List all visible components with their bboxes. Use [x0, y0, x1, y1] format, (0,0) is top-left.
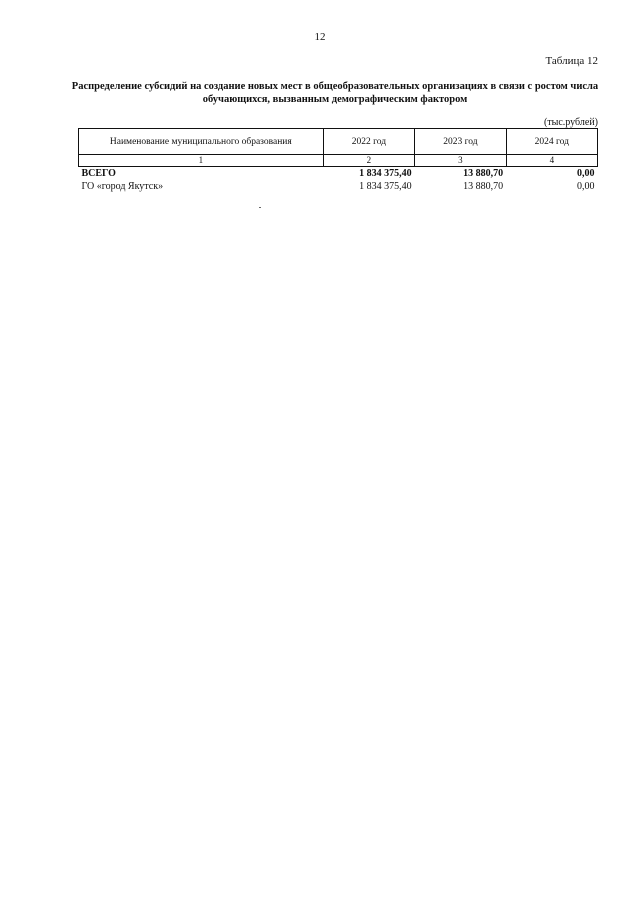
header-municipality: Наименование муниципального образования	[79, 129, 324, 155]
value-2024: 0,00	[577, 168, 595, 179]
table-row	[79, 180, 598, 193]
column-number: 4	[506, 155, 597, 167]
column-number-row	[79, 155, 598, 167]
value-2023: 13 880,70	[463, 168, 504, 179]
value-2022: 1 834 375,40	[359, 181, 412, 192]
header-2024: 2024 год	[506, 129, 597, 155]
header-2022: 2022 год	[323, 129, 415, 155]
row-name: ГО «город Якутск»	[81, 181, 164, 192]
scan-speck	[259, 207, 261, 208]
row-name: ВСЕГО	[81, 168, 116, 179]
document-title	[70, 80, 600, 106]
header-2023: 2023 год	[415, 129, 507, 155]
table-header-row	[79, 129, 598, 155]
column-number: 2	[323, 155, 415, 167]
value-2023: 13 880,70	[463, 181, 504, 192]
units-label: (тыс.рублей)	[543, 117, 598, 128]
column-number: 3	[415, 155, 507, 167]
document-title-line-2: обучающихся, вызванным демографическим фактором	[202, 94, 468, 105]
document-title-line-1: Распределение субсидий на создание новых мест в общеобразовательных организациях в связи с ростом числа	[71, 81, 599, 92]
page-number: 12	[314, 31, 326, 43]
value-2022: 1 834 375,40	[359, 168, 412, 179]
value-2024: 0,00	[577, 181, 595, 192]
subsidy-table	[78, 128, 598, 193]
table-row-total	[79, 167, 598, 181]
column-number: 1	[79, 155, 324, 167]
table-label: Таблица 12	[545, 55, 598, 67]
